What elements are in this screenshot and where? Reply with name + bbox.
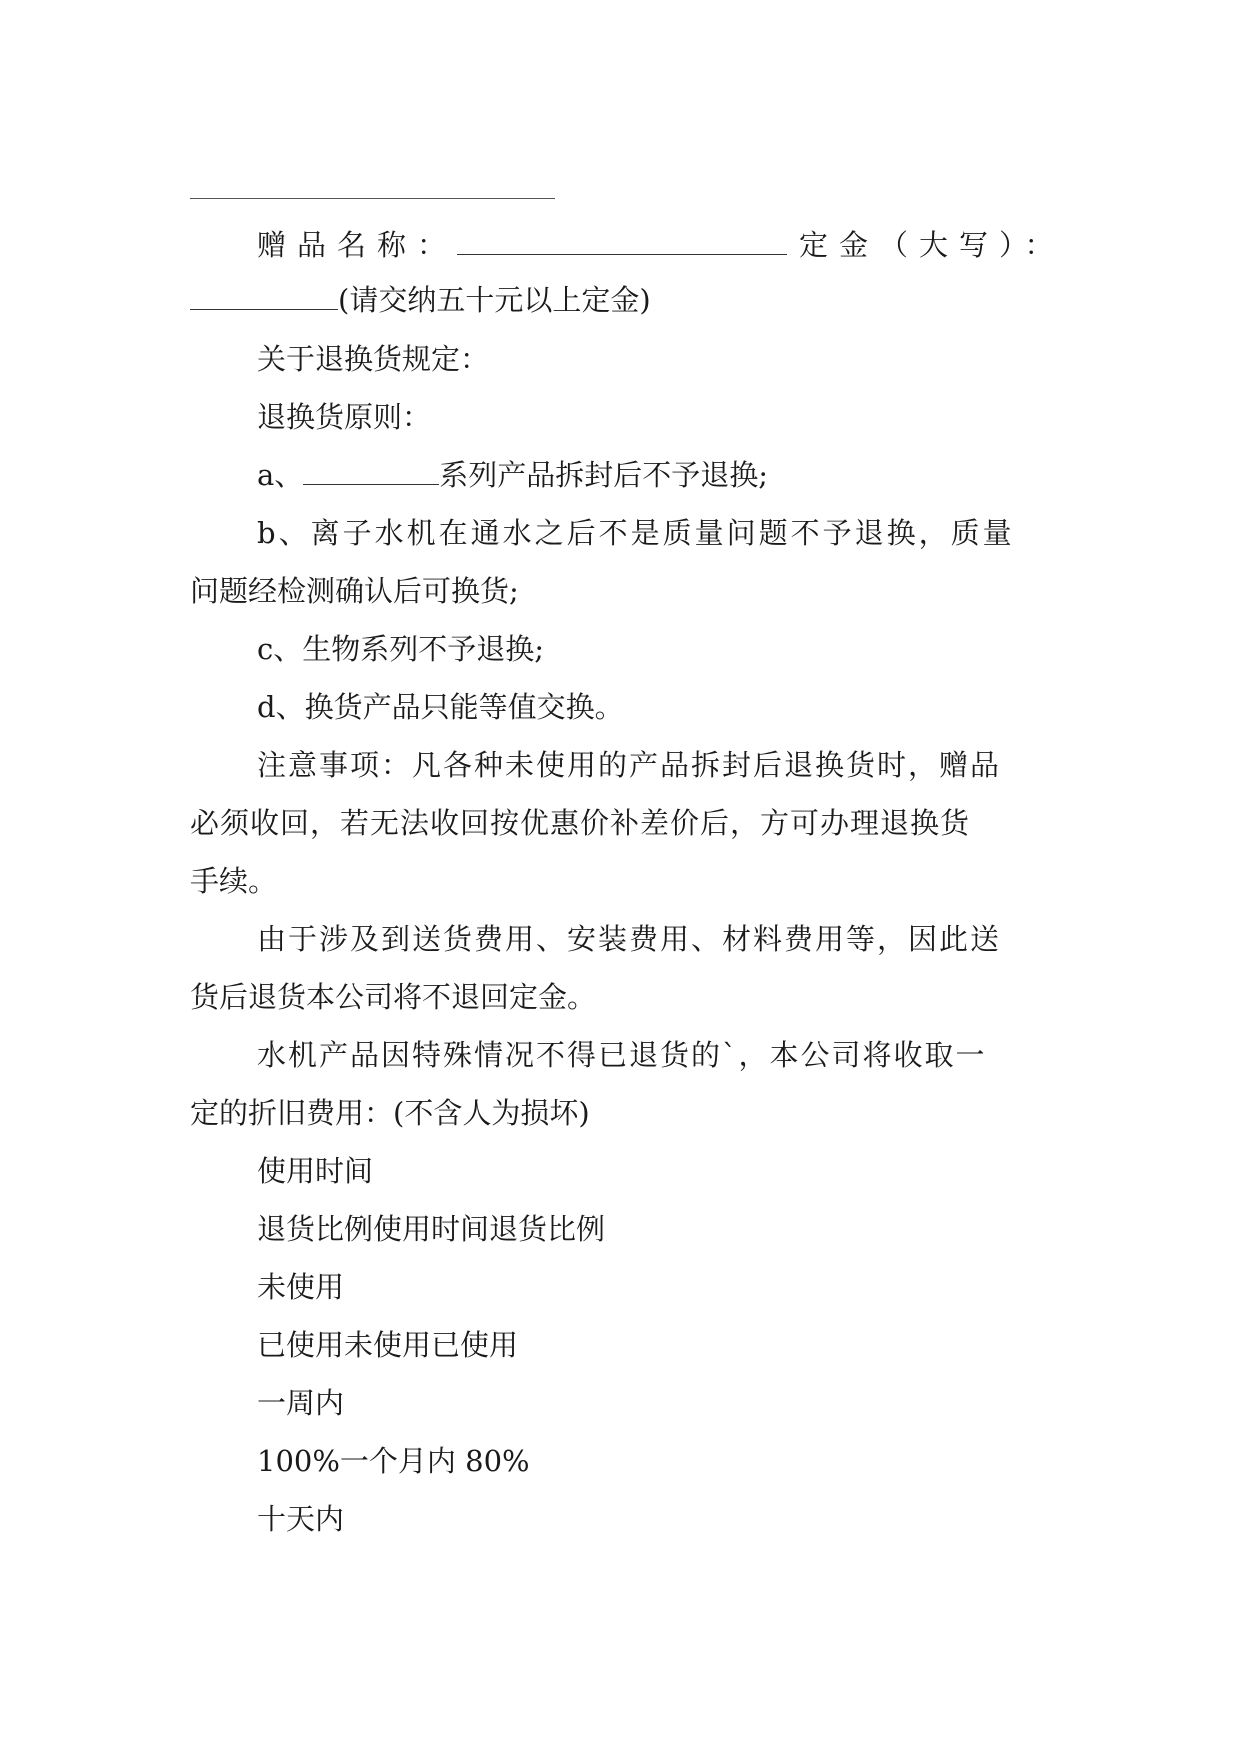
rule-b-line1: b、离子水机在通水之后不是质量问题不予退换，质量 [257,516,1015,550]
notice-line2: 必须收回，若无法收回按优惠价补差价后，方可办理退换货 [190,806,971,840]
table-line-6: 100%一个月内 80% [257,1444,530,1478]
rule-c: c、生物系列不予退换; [257,632,545,666]
gift-name-blank [457,230,787,255]
principles-title: 退换货原则： [257,400,432,434]
delivery-line1: 由于涉及到送货费用、安装费用、材料费用等，因此送 [257,922,1002,956]
delivery-line2: 货后退货本公司将不退回定金。 [190,980,597,1014]
return-rules-title: 关于退换货规定： [257,342,490,376]
deposit-label: 定金（大写）： [799,228,1065,262]
table-line-1: 使用时间 [257,1154,374,1188]
deposit-amount-blank [190,285,338,310]
table-line-3: 未使用 [257,1270,345,1304]
rule-a-suffix: 系列产品拆封后不予退换; [439,458,769,492]
rule-a-prefix: a、 [257,458,304,492]
water-line2: 定的折旧费用：(不含人为损坏) [190,1096,590,1130]
rule-b-line2: 问题经检测确认后可换货; [190,574,519,608]
deposit-note-line [190,280,1050,320]
table-line-7: 十天内 [257,1502,345,1536]
table-line-4: 已使用未使用已使用 [257,1328,519,1362]
notice-line3: 手续。 [190,864,278,898]
table-line-5: 一周内 [257,1386,345,1420]
gift-deposit-line [257,225,1117,265]
rule-d: d、换货产品只能等值交换。 [257,690,624,724]
deposit-note: (请交纳五十元以上定金) [338,283,651,317]
top-underline [190,198,555,199]
rule-a [257,455,1117,495]
water-line1: 水机产品因特殊情况不得已退货的`，本公司将收取一 [257,1038,987,1072]
notice-line1: 注意事项：凡各种未使用的产品拆封后退换货时，赠品 [257,748,1002,782]
gift-label: 赠品名称： [257,228,458,262]
rule-a-blank [303,460,439,485]
table-line-2: 退货比例使用时间退货比例 [257,1212,606,1246]
